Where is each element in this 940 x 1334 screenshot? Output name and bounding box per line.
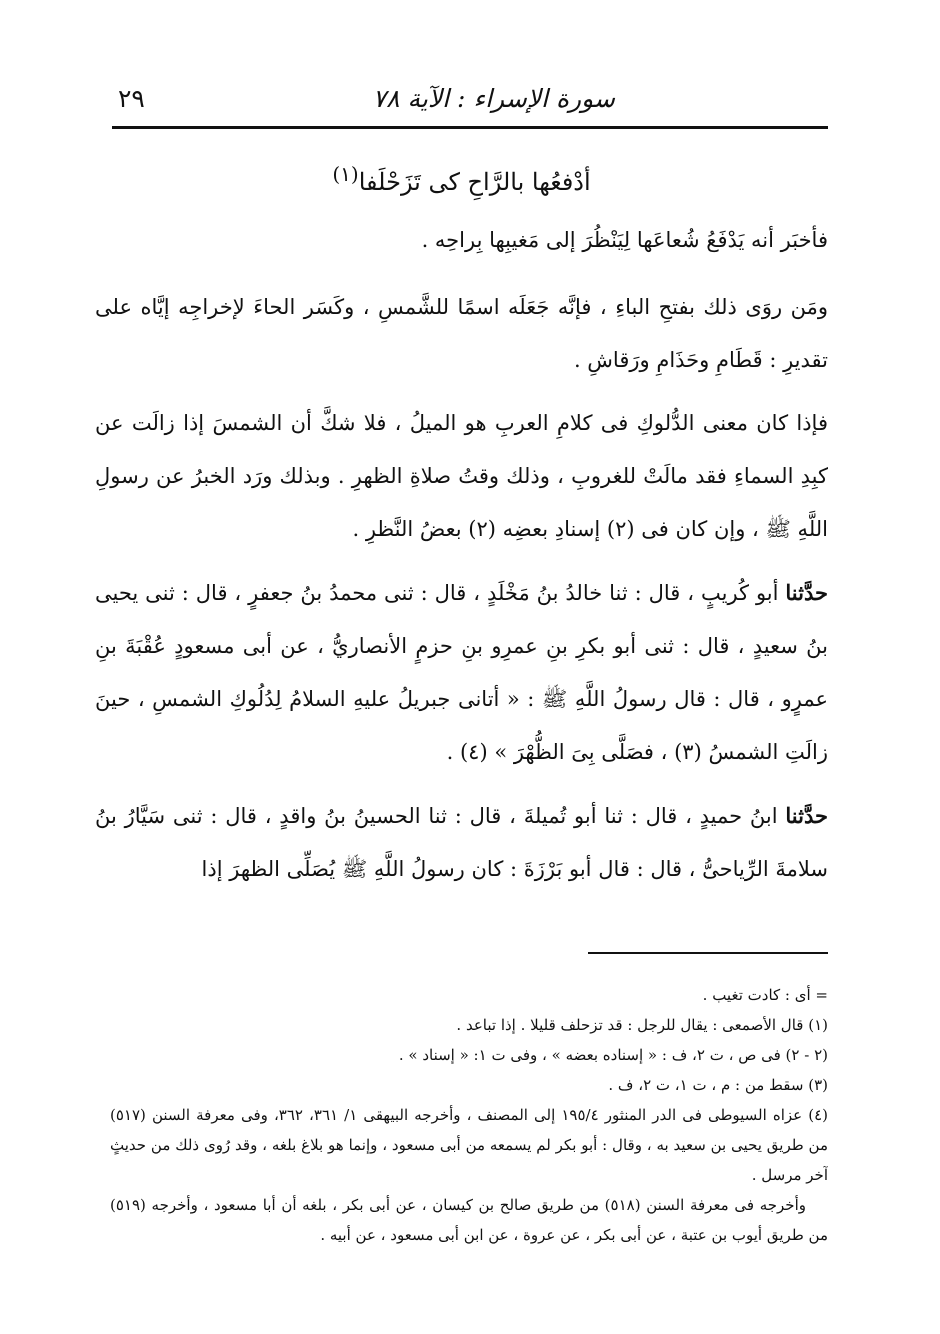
narration-lead: حدَّثنا bbox=[785, 580, 828, 605]
main-text bbox=[95, 146, 828, 936]
footnote: = أى : كادت تغيب . bbox=[702, 986, 828, 1004]
paragraph-text: فإذا كان معنى الدُّلوكِ فى كلامِ العربِ هو الميلُ ، فلا شكَّ أن الشمسَ إذا زالَت عن كبِدِ السماءِ فقد مالَتْ للغروبِ ، وذلك وقتُ صلاةِ الظهرِ . وبذلك ورَد الخبرُ عن رسولِ اللَّهِ ﷺ ، وإن كان فى (٢) إسنادِ بعضِه (٢) بعضُ النَّظرِ . bbox=[95, 411, 828, 541]
hadith-paragraph bbox=[95, 789, 828, 896]
poetry-verse bbox=[95, 146, 828, 210]
paragraph-text: أبو كُريبٍ ، قال : ثنا خالدُ بنُ مَخْلَدٍ ، قال : ثنى محمدُ بنُ جعفرٍ ، قال : ثنى يحيى بنُ سعيدٍ ، قال : ثنى أبو بكرِ بنِ عمرِو بنِ حزمٍ الأنصاريُّ ، عن أبى مسعودٍ عُقْبَةَ بنِ عمرٍو ، قال : قال رسولُ اللَّهِ ﷺ : « أتانى جبريلُ عليهِ السلامُ لِدُلُوكِ الشمسِ ، حينَ زالَتِ الشمسُ (٣) ، فصَلَّى بِىَ الظُّهْرَ » (٤) . bbox=[95, 581, 828, 764]
footnote: (٤) عزاه السيوطى فى الدر المنثور ١٩٥/٤ إلى المصنف ، وأخرجه البيهقى ١/ ٣٦١، ٣٦٢، وفى معرفة السنن (٥١٧) من طريق يحيى بن سعيد به ، وقال : أبو بكر لم يسمعه من أبى مسعود ، وإنما هو بلاغ بلغه ، وقد رُوى ذلك من حديثٍ آخر مرسل . bbox=[110, 1106, 828, 1184]
paragraph bbox=[95, 214, 828, 267]
paragraph-text: ابنُ حميدٍ ، قال : ثنا أبو تُميلةَ ، قال : ثنا الحسينُ بنُ واقدٍ ، قال : ثنى سَيَّارُ بنُ سلامةَ الرِّياحىُّ ، قال : قال أبو بَرْزَةَ : كان رسولُ اللَّهِ ﷺ يُصَلِّى الظهرَ إذا bbox=[95, 804, 828, 881]
header-rule bbox=[112, 126, 828, 129]
footnotes bbox=[110, 980, 828, 1315]
page-header bbox=[108, 78, 825, 122]
paragraph bbox=[95, 281, 828, 387]
verse-text: أدْفعُها بالرَّاحِ كى تَزَحْلَفا bbox=[358, 168, 591, 196]
footnote: (٣) سقط من : م ، ت ١، ت ٢، ف . bbox=[608, 1076, 828, 1094]
paragraph bbox=[95, 397, 828, 556]
narration-lead: حدَّثنا bbox=[785, 803, 828, 828]
paragraph-text: فأخبَر أنه يَدْفَعُ شُعاعَها لِيَنْظُرَ إلى مَغيبِها بِراحِه . bbox=[421, 228, 828, 252]
footnote: (١) قال الأصمعى : يقال للرجل : قد تزحلف قليلا . إذا تباعد . bbox=[456, 1016, 828, 1034]
paragraph-text: ومَن روَى ذلك بفتحِ الباءِ ، فإنَّه جَعَلَه اسمًا للشَّمسِ ، وكَسَر الحاءَ لإخراجِه إيَّاه على تقديرِ : قَطَامِ وحَذَامِ ورَقاشِ . bbox=[95, 295, 828, 372]
hadith-paragraph bbox=[95, 566, 828, 779]
footnote: (٢ - ٢) فى ص ، ت ٢، ف : « إسناده بعضه » ، وفى ت ١: « إسناد » . bbox=[398, 1046, 828, 1064]
footnote-rule bbox=[588, 952, 828, 954]
footnote-continuation: وأخرجه فى معرفة السنن (٥١٨) من طريق صالح بن كيسان ، عن أبى بكر ، بلغه أن أبا مسعود ، وأخرجه (٥١٩) من طريق أيوب بن عتبة ، عن أبى بكر ، عن عروة ، عن ابن أبى مسعود ، عن أبيه . bbox=[110, 1196, 828, 1244]
page-number: ٢٩ bbox=[118, 84, 145, 113]
verse-footnote-mark: (١) bbox=[332, 162, 359, 186]
running-title: سورة الإسراء : الآية ٧٨ bbox=[372, 84, 615, 113]
